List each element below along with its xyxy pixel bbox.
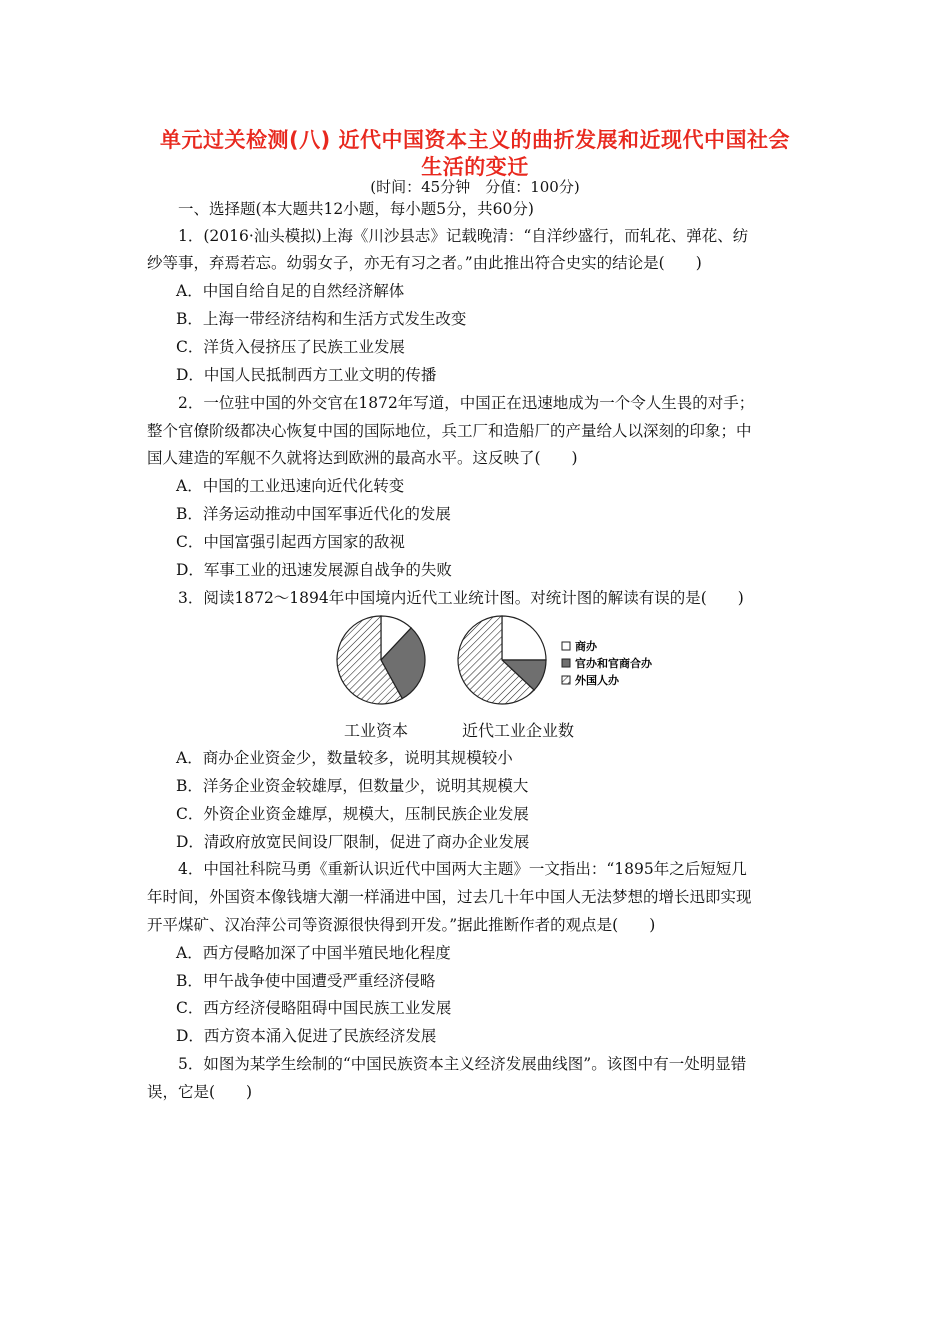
question-1-line-1: 1．(2016·汕头模拟)上海《川沙县志》记载晚清：“自洋纱盛行，而轧花、弹花、纺 xyxy=(178,227,749,245)
question-2-option-a: A．中国的工业迅速向近代化转变 xyxy=(176,477,405,495)
exam-meta: (时间：45分钟 分值：100分) xyxy=(370,178,580,196)
page-title-line2: 生活的变迁 xyxy=(421,155,529,179)
legend-label-official: 官办和官商合办 xyxy=(575,657,652,670)
legend-label-foreign: 外国人办 xyxy=(575,674,619,687)
question-3-option-b: B．洋务企业资金较雄厚，但数量少，说明其规模大 xyxy=(176,777,529,795)
chart-caption-capital: 工业资本 xyxy=(344,721,409,740)
question-4-line-3: 开平煤矿、汉冶萍公司等资源很快得到开发。”据此推断作者的观点是( ) xyxy=(147,916,656,934)
question-4-option-b: B．甲午战争使中国遭受严重经济侵略 xyxy=(176,972,436,990)
legend-swatch-official xyxy=(562,659,570,667)
question-1-line-2: 纱等事，弃焉若忘。幼弱女子，亦无有习之者。”由此推出符合史实的结论是( ) xyxy=(147,254,702,272)
section-heading: 一、选择题(本大题共12小题，每小题5分，共60分) xyxy=(178,200,534,218)
question-1-option-c: C．洋货入侵挤压了民族工业发展 xyxy=(176,338,405,356)
chart-legend xyxy=(562,639,653,687)
question-2-option-d: D．军事工业的迅速发展源自战争的失败 xyxy=(176,561,452,579)
question-2-line-2: 整个官僚阶级都决心恢复中国的国际地位，兵工厂和造船厂的产量给人以深刻的印象；中 xyxy=(147,422,752,440)
question-4-line-1: 4．中国社科院马勇《重新认识近代中国两大主题》一文指出：“1895年之后短短几 xyxy=(178,860,747,878)
legend-swatch-private xyxy=(562,642,570,650)
question-3-option-a: A．商办企业资金少，数量较多，说明其规模较小 xyxy=(176,749,513,767)
pie-enterprise-count xyxy=(458,616,546,704)
question-1-option-b: B．上海一带经济结构和生活方式发生改变 xyxy=(176,310,467,328)
question-4-option-c: C．西方经济侵略阻碍中国民族工业发展 xyxy=(176,999,452,1017)
question-3-line-1: 3．阅读1872～1894年中国境内近代工业统计图。对统计图的解读有误的是( ) xyxy=(178,589,744,607)
question-2-option-c: C．中国富强引起西方国家的敌视 xyxy=(176,533,405,551)
legend-swatch-foreign xyxy=(562,676,570,684)
legend-label-private: 商办 xyxy=(575,640,597,653)
question-2-line-3: 国人建造的军舰不久就将达到欧洲的最高水平。这反映了( ) xyxy=(147,449,578,467)
pie-1-slice-private xyxy=(502,616,546,660)
question-5-line-1: 5．如图为某学生绘制的“中国民族资本主义经济发展曲线图”。该图中有一处明显错 xyxy=(178,1055,747,1073)
question-3-option-c: C．外资企业资金雄厚，规模大，压制民族企业发展 xyxy=(176,805,529,823)
pie-industrial-capital xyxy=(337,616,425,704)
question-5-line-2: 误，它是( ) xyxy=(147,1083,253,1101)
question-1-option-d: D．中国人民抵制西方工业文明的传播 xyxy=(176,366,437,384)
question-3-option-d: D．清政府放宽民间设厂限制，促进了商办企业发展 xyxy=(176,833,530,851)
question-1-option-a: A．中国自给自足的自然经济解体 xyxy=(176,282,405,300)
question-2-line-1: 2．一位驻中国的外交官在1872年写道，中国正在迅速地成为一个令人生畏的对手； xyxy=(178,394,755,412)
question-4-option-a: A．西方侵略加深了中国半殖民地化程度 xyxy=(176,944,451,962)
pie-charts xyxy=(330,610,670,710)
question-2-option-b: B．洋务运动推动中国军事近代化的发展 xyxy=(176,505,451,523)
chart-caption-count: 近代工业企业数 xyxy=(462,721,575,740)
question-4-line-2: 年时间，外国资本像钱塘大潮一样涌进中国，过去几十年中国人无法梦想的增长迅即实现 xyxy=(147,888,752,906)
page-title-line1: 单元过关检测(八) 近代中国资本主义的曲折发展和近现代中国社会 xyxy=(159,128,790,152)
question-4-option-d: D．西方资本涌入促进了民族经济发展 xyxy=(176,1027,437,1045)
